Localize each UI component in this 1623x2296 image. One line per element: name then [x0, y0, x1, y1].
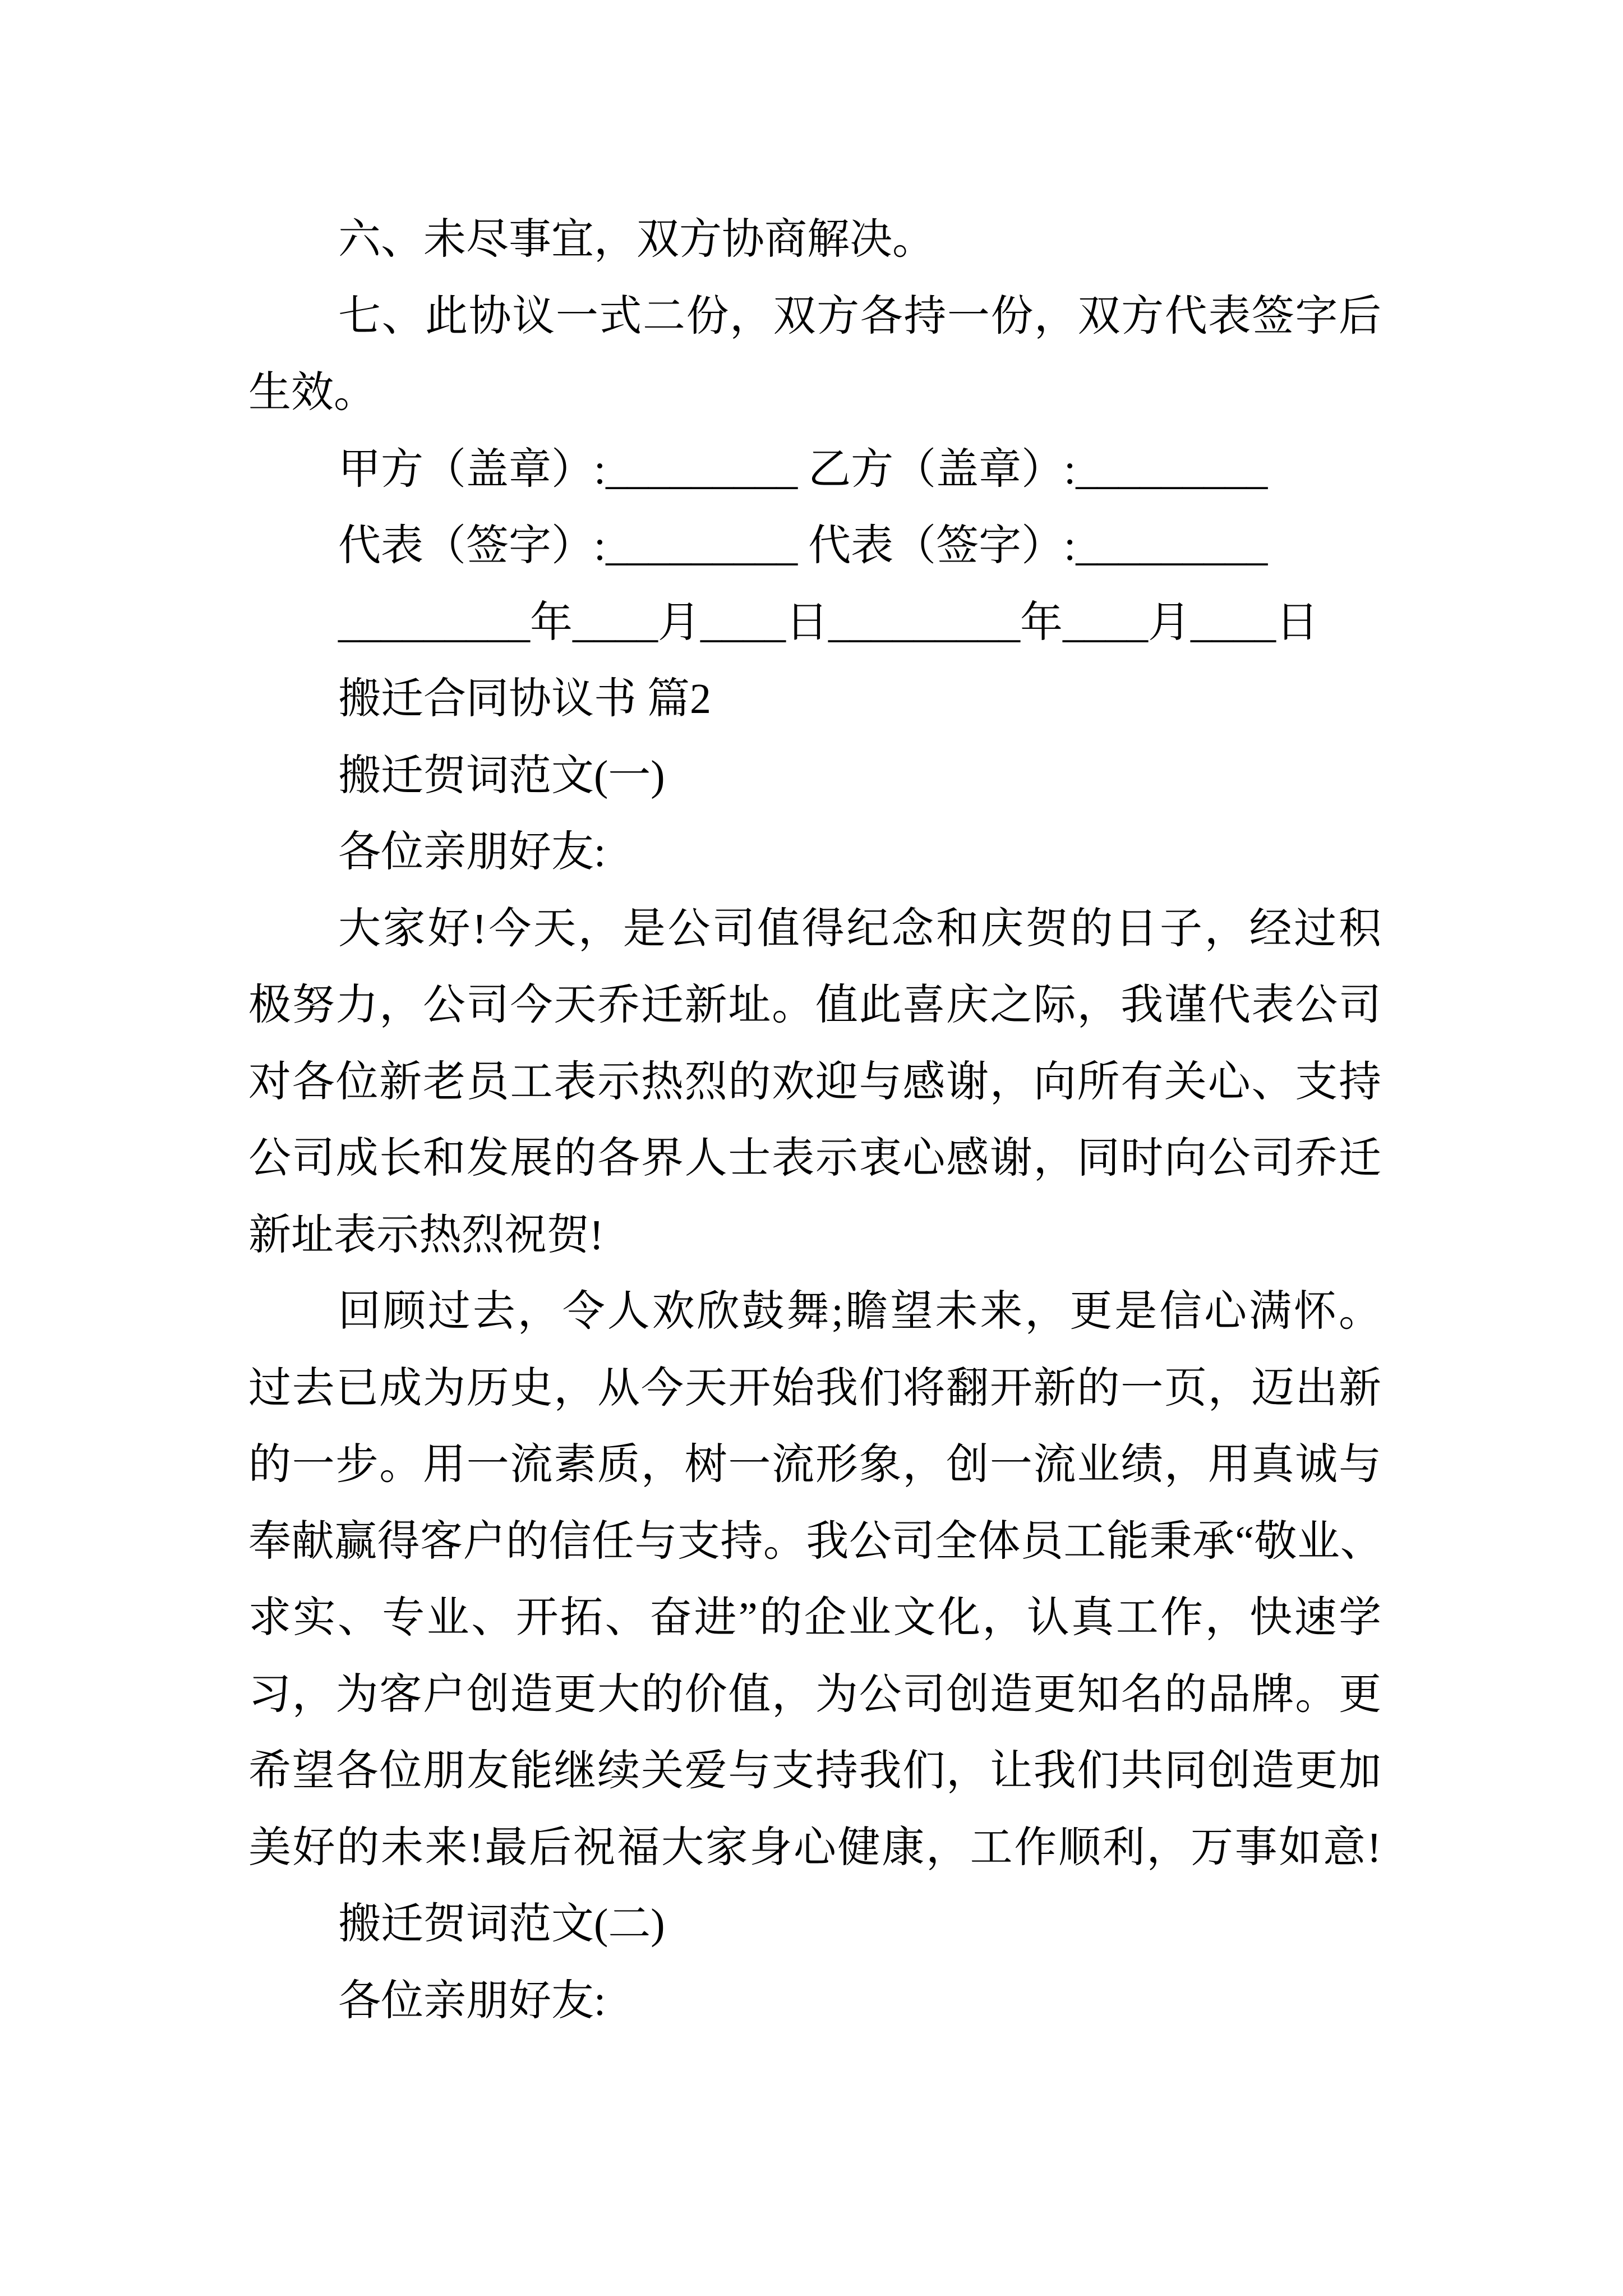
- salutation-sample-2: 各位亲朋好友:: [338, 1977, 606, 2024]
- date-line: _________年____月____日_________年____月____日: [338, 599, 1318, 646]
- paragraph-2-line-2: 过去已成为历史，从今天开始我们将翻开新的一页，迈出新: [248, 1364, 1381, 1412]
- paragraph-1-line-4: 公司成长和发展的各界人士表示衷心感谢，同时向公司乔迁: [248, 1135, 1381, 1182]
- paragraph-2-line-1: 回顾过去，令人欢欣鼓舞;瞻望未来，更是信心满怀。: [338, 1288, 1381, 1335]
- paragraph-2-line-8: 美好的未来!最后祝福大家身心健康，工作顺利，万事如意!: [248, 1824, 1381, 1871]
- document-text: [248, 201, 1381, 2039]
- seal-line: 甲方（盖章）:_________ 乙方（盖章）:_________: [338, 445, 1268, 493]
- clause-six: 六、未尽事宜，双方协商解决。: [338, 216, 935, 263]
- paragraph-1-line-2: 极努力，公司今天乔迁新址。值此喜庆之际，我谨代表公司: [248, 982, 1381, 1029]
- salutation-sample-1: 各位亲朋好友:: [338, 829, 606, 876]
- clause-seven: 七、此协议一式二份，双方各持一份，双方代表签字后: [338, 292, 1381, 340]
- paragraph-2-line-6: 习，为客户创造更大的价值，为公司创造更知名的品牌。更: [248, 1671, 1381, 1718]
- paragraph-1-line-3: 对各位新老员工表示热烈的欢迎与感谢，向所有关心、支持: [248, 1058, 1381, 1106]
- clause-seven-continued: 生效。: [248, 369, 376, 416]
- paragraph-2-line-4: 奉献赢得客户的信任与支持。我公司全体员工能秉承“敬业、: [248, 1517, 1381, 1565]
- paragraph-2-line-3: 的一步。用一流素质，树一流形象，创一流业绩，用真诚与: [248, 1441, 1381, 1488]
- document-title: 搬迁合同协议书 篇2: [338, 675, 711, 723]
- section-heading-sample-2: 搬迁贺词范文(二): [338, 1901, 665, 1948]
- section-heading-sample-1: 搬迁贺词范文(一): [338, 752, 665, 799]
- representative-signature-line: 代表（签字）:_________ 代表（签字）:_________: [338, 522, 1268, 569]
- paragraph-1-line-5: 新址表示热烈祝贺!: [248, 1211, 604, 1259]
- paragraph-2-line-7: 希望各位朋友能继续关爱与支持我们，让我们共同创造更加: [248, 1747, 1381, 1795]
- paragraph-1-line-1: 大家好!今天，是公司值得纪念和庆贺的日子，经过积: [338, 905, 1381, 953]
- paragraph-2-line-5: 求实、专业、开拓、奋进”的企业文化，认真工作，快速学: [248, 1594, 1381, 1641]
